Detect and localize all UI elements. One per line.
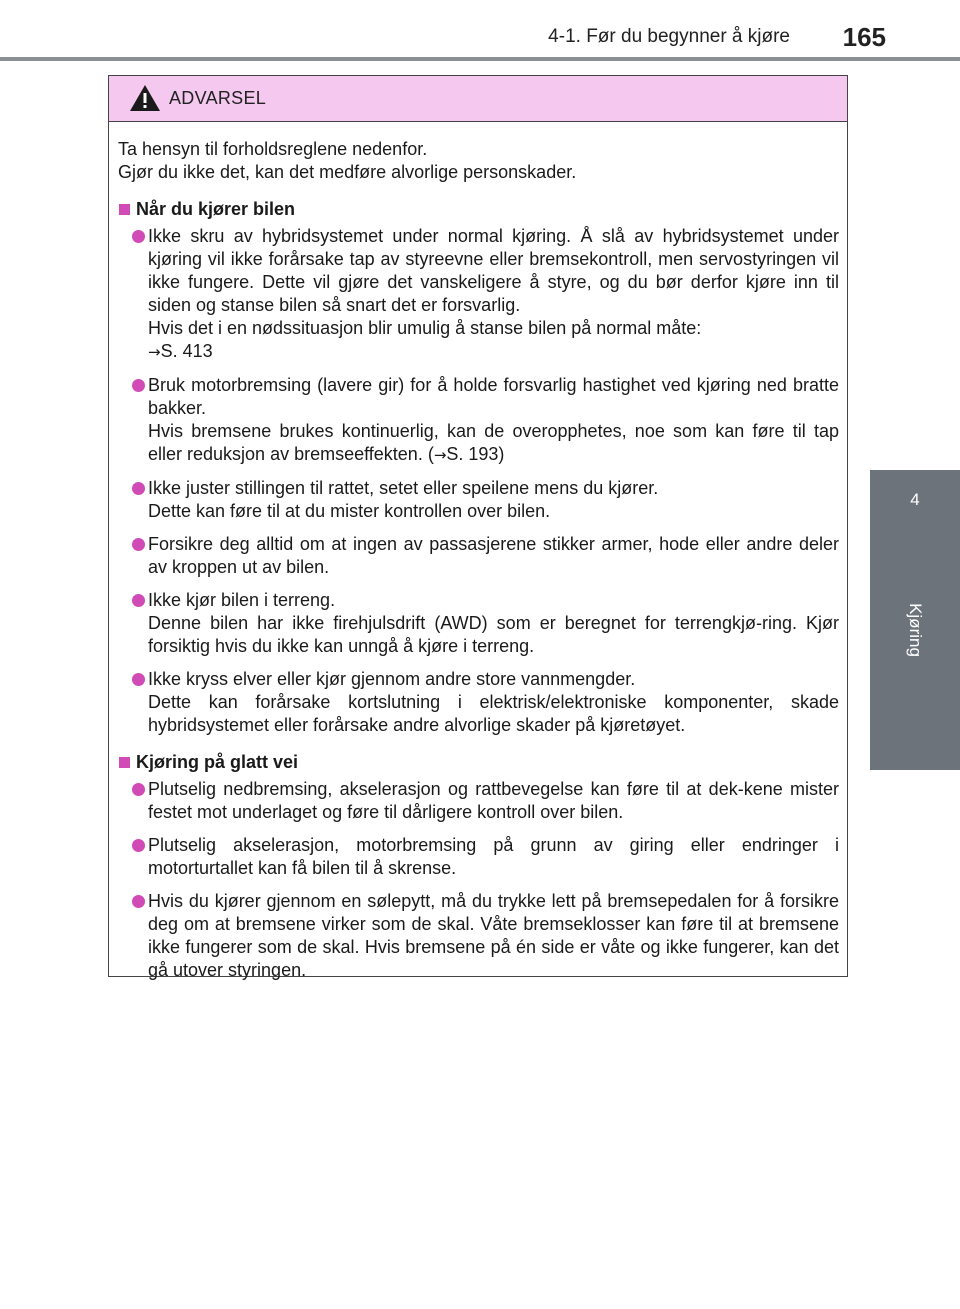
item-subtext: Dette kan forårsake kortslutning i elektrisk/elektroniske komponenter, skade hybridsystemet eller forårsake andre alvorlige skader på kjøretøyet. — [148, 692, 839, 735]
list-item — [118, 477, 839, 523]
list-item — [118, 834, 839, 880]
intro-line-1: Ta hensyn til forholdsreglene nedenfor. — [118, 139, 428, 159]
list-item — [118, 533, 839, 579]
chapter-side-tab — [870, 470, 960, 770]
warning-intro — [118, 138, 839, 184]
warning-title: ADVARSEL — [169, 88, 267, 108]
page-header — [0, 0, 960, 60]
item-text: Ikke juster stillingen til rattet, setet eller speilene mens du kjører. — [148, 478, 659, 498]
slippery-road-list — [118, 778, 839, 982]
driving-list — [118, 225, 839, 737]
item-text: Hvis du kjører gjennom en sølepytt, må du trykke lett på bremsepedalen for å forsikre deg om at bremsene virker som de skal. Våte bremseklosser kan føre til at bremsene ikke fungerer som de skal. Hvis bremsene på én side er våte og ikke fungerer, kan det gå utover styringen. — [148, 891, 839, 980]
circle-bullet-icon — [132, 538, 145, 551]
item-subtext-main: Hvis det i en nødssituasjon blir umulig å stanse bilen på normal måte: — [148, 318, 702, 338]
circle-bullet-icon — [132, 379, 145, 392]
page-ref-link[interactable]: S. 193) — [446, 444, 505, 464]
chapter-number: 4 — [910, 490, 920, 509]
warning-triangle-icon — [129, 84, 161, 112]
chapter-label: Kjøring — [906, 603, 925, 657]
item-text: Bruk motorbremsing (lavere gir) for å holde forsvarlig hastighet ved kjøring ned bratte bakker. — [148, 375, 839, 418]
list-item — [118, 668, 839, 737]
item-text: Ikke kryss elver eller kjør gjennom andre store vannmengder. — [148, 669, 636, 689]
item-text: Forsikre deg alltid om at ingen av passasjerene stikker armer, hode eller andre deler av kroppen ut av bilen. — [148, 534, 839, 577]
item-subtext — [148, 317, 839, 364]
section-heading-text: Kjøring på glatt vei — [136, 752, 299, 772]
list-item — [118, 890, 839, 982]
circle-bullet-icon — [132, 673, 145, 686]
item-text: Ikke kjør bilen i terreng. — [148, 590, 336, 610]
item-subtext: Dette kan føre til at du mister kontrollen over bilen. — [148, 501, 551, 521]
list-item — [118, 778, 839, 824]
intro-line-2: Gjør du ikke det, kan det medføre alvorlige personskader. — [118, 162, 577, 182]
square-bullet-icon — [119, 757, 130, 768]
item-text: Plutselig akselerasjon, motorbremsing på grunn av giring eller endringer i motorturtallet kan få bilen til å skrense. — [148, 835, 839, 878]
page-ref-arrow-icon: → — [148, 343, 161, 361]
list-item — [118, 374, 839, 467]
item-subtext: Denne bilen har ikke firehjulsdrift (AWD) som er beregnet for terrengkjø-ring. Kjør forsiktig hvis du ikke kan unngå å kjøre i terreng. — [148, 613, 839, 656]
circle-bullet-icon — [132, 783, 145, 796]
item-subtext — [148, 420, 839, 467]
page-ref-arrow-icon: → — [433, 446, 447, 464]
list-item — [118, 589, 839, 658]
circle-bullet-icon — [132, 895, 145, 908]
square-bullet-icon — [119, 204, 130, 215]
chapter-label-wrap — [870, 570, 960, 690]
circle-bullet-icon — [132, 230, 145, 243]
warning-box — [108, 75, 848, 980]
item-text: Plutselig nedbremsing, akselerasjon og rattbevegelse kan føre til at dek-kene mister festet mot underlaget og føre til dårligere kontroll over bilen. — [148, 779, 839, 822]
list-item — [118, 225, 839, 364]
header-rule — [0, 57, 960, 61]
circle-bullet-icon — [132, 482, 145, 495]
warning-header — [109, 76, 847, 122]
section-heading-driving — [118, 198, 839, 221]
section-heading-slippery-road — [118, 751, 839, 774]
circle-bullet-icon — [132, 594, 145, 607]
warning-body — [109, 122, 847, 982]
section-title: 4-1. Før du begynner å kjøre — [548, 26, 790, 47]
page-ref-link[interactable]: S. 413 — [160, 341, 213, 361]
page-number: 165 — [842, 22, 886, 52]
circle-bullet-icon — [132, 839, 145, 852]
item-subtext-main: Hvis bremsene brukes kontinuerlig, kan de overopphetes, noe som kan føre til tap eller reduksjon av bremseeffekten. ( — [148, 421, 839, 464]
section-heading-text: Når du kjører bilen — [136, 199, 296, 219]
item-text: Ikke skru av hybridsystemet under normal kjøring. Å slå av hybridsystemet under kjøring vil ikke forårsake tap av styreevne eller bremsekontroll, men servostyringen vil ikke fungere. Dette vil gjøre det vanskeligere å styre, og du bør derfor kjøre inn til siden og stanse bilen så snart det er forsvarlig. — [148, 226, 839, 315]
